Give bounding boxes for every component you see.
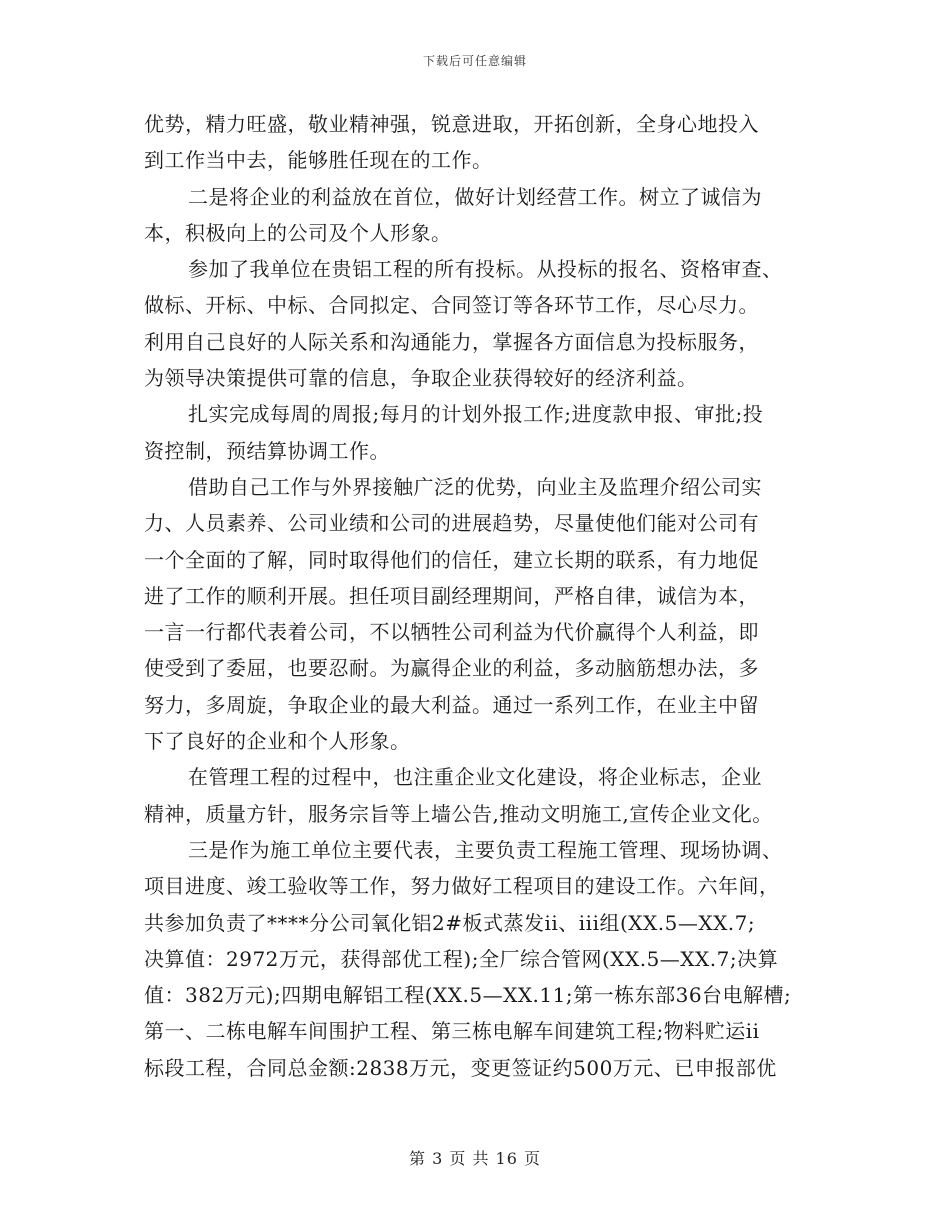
text-line: 精神，质量方针，服务宗旨等上墙公告,推动文明施工,宣传企业文化。 xyxy=(144,801,773,826)
text-line: 为领导决策提供可靠的信息，争取企业获得较好的经济利益。 xyxy=(144,366,698,391)
page-header: 下载后可任意编辑 xyxy=(422,54,527,68)
text-line: 到工作当中去，能够胜任现在的工作。 xyxy=(144,148,493,173)
text-line: 资控制，预结算协调工作。 xyxy=(144,438,390,463)
text-line: 值：382万元);四期电解铝工程(XX.5—XX.11;第一栋东部36台电解槽; xyxy=(144,983,792,1008)
text-line: 下了良好的企业和个人形象。 xyxy=(144,729,411,754)
text-line: 做标、开标、中标、合同拟定、合同签订等各环节工作，尽心尽力。 xyxy=(144,293,759,318)
text-line: 决算值：2972万元，获得部优工程);全厂综合管网(XX.5—XX.7;决算 xyxy=(144,946,779,971)
text-line: 使受到了委屈，也要忍耐。为赢得企业的利益，多动脑筋想办法，多 xyxy=(144,656,759,681)
text-line: 项目进度、竣工验收等工作，努力做好工程项目的建设工作。六年间， xyxy=(144,874,780,899)
text-line: 标段工程，合同总金额:2838万元，变更签证约500万元、已申报部优 xyxy=(144,1055,777,1080)
text-line: 第一、二栋电解车间围护工程、第三栋电解车间建筑工程;物料贮运ii xyxy=(144,1019,760,1044)
text-line: 扎实完成每周的周报;每月的计划外报工作;进度款申报、审批;投 xyxy=(188,402,764,427)
text-line: 一言一行都代表着公司，不以牺牲公司利益为代价赢得个人利益，即 xyxy=(144,620,759,645)
text-line: 三是作为施工单位主要代表，主要负责工程施工管理、现场协调、 xyxy=(188,837,783,862)
text-line: 优势，精力旺盛，敬业精神强，锐意进取，开拓创新，全身心地投入 xyxy=(144,112,759,136)
text-line: 二是将企业的利益放在首位，做好计划经营工作。树立了诚信为 xyxy=(188,184,762,209)
text-line: 本，积极向上的公司及个人形象。 xyxy=(144,220,452,245)
text-line: 参加了我单位在贵铝工程的所有投标。从投标的报名、资格审查、 xyxy=(188,257,783,282)
text-line: 力、人员素养、公司业绩和公司的进展趋势，尽量使他们能对公司有 xyxy=(144,511,759,536)
text-line: 一个全面的了解，同时取得他们的信任，建立长期的联系，有力地促 xyxy=(144,547,759,572)
text-line: 进了工作的顺利开展。担任项目副经理期间，严格自律，诚信为本， xyxy=(144,583,759,608)
text-line: 共参加负责了****分公司氧化铝2#板式蒸发ii、iii组(XX.5—XX.7; xyxy=(144,910,756,935)
text-line: 努力，多周旋，争取企业的最大利益。通过一系列工作，在业主中留 xyxy=(144,692,759,717)
page-footer: 第 3 页 共 16 页 xyxy=(409,1149,541,1168)
text-line: 在管理工程的过程中，也注重企业文化建设，将企业标志，企业 xyxy=(188,765,762,790)
text-line: 利用自己良好的人际关系和沟通能力，掌握各方面信息为投标服务， xyxy=(144,329,759,354)
text-line: 借助自己工作与外界接触广泛的优势，向业主及监理介绍公司实 xyxy=(188,474,762,499)
document-body xyxy=(144,106,814,1086)
